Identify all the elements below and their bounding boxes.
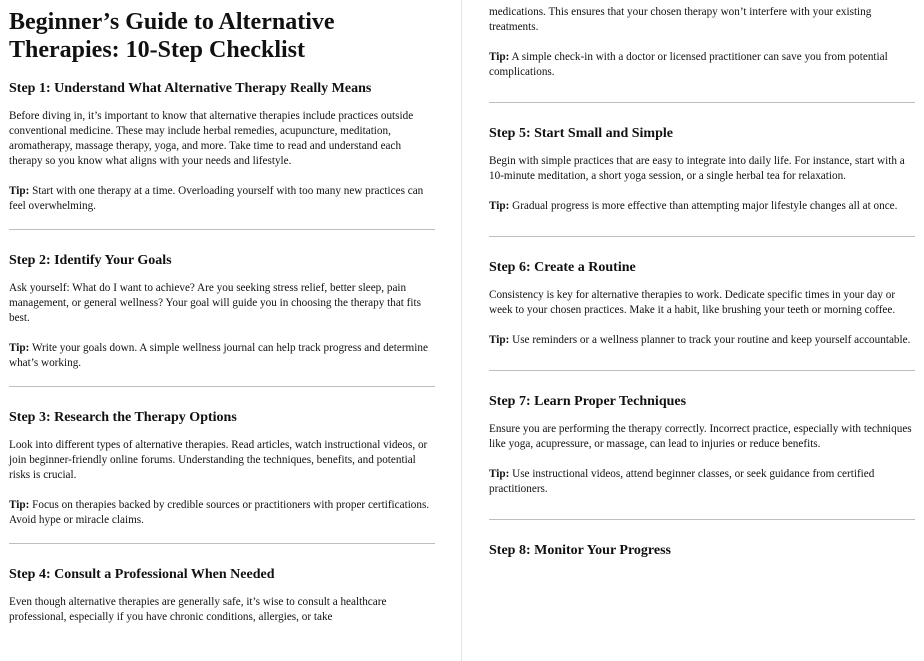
step-6-heading: Step 6: Create a Routine xyxy=(489,260,636,275)
step-4-heading: Step 4: Consult a Professional When Needed xyxy=(9,567,275,582)
step-3-heading: Step 3: Research the Therapy Options xyxy=(9,410,237,425)
step-4-tip-text: A simple check-in with a doctor or licensed practitioner can save you from potential complications. xyxy=(489,51,888,78)
step-7-tip-text: Use instructional videos, attend beginner classes, or seek guidance from certified practitioners. xyxy=(489,468,875,495)
step-6-body: Consistency is key for alternative therapies to work. Dedicate specific times in your day or week to your chosen practices. Make it a habit, like brushing your teeth or morning coffee. xyxy=(489,289,896,316)
page-title: Beginner’s Guide to Alternative Therapies: 10-Step Checklist xyxy=(9,9,335,63)
step-1-heading: Step 1: Understand What Alternative Therapy Really Means xyxy=(9,81,372,96)
section-divider xyxy=(9,543,435,544)
step-3-tip xyxy=(9,498,435,528)
left-column xyxy=(9,0,435,625)
column-divider xyxy=(461,0,462,661)
section-divider xyxy=(9,386,435,387)
right-column xyxy=(489,0,915,560)
step-6-tip-text: Use reminders or a wellness planner to track your routine and keep yourself accountable. xyxy=(512,334,911,346)
step-5-tip xyxy=(489,199,915,214)
step-6-tip xyxy=(489,333,915,348)
step-1-body: Before diving in, it’s important to know that alternative therapies include practices outside conventional medicine. These may include herbal remedies, acupuncture, meditation, aromatherapy, massage therapy, yoga, and more. Take time to read and understand each therapy so you know what aligns with your needs and lifestyle. xyxy=(9,110,414,167)
step-5-heading: Step 5: Start Small and Simple xyxy=(489,126,673,141)
tip-label: Tip: xyxy=(9,185,30,197)
step-2-body: Ask yourself: What do I want to achieve? Are you seeking stress relief, better sleep, pain management, or general wellness? Your goal will guide you in choosing the therapy that fits best. xyxy=(9,282,421,324)
step-1-tip xyxy=(9,184,435,214)
step-4-body-continued: medications. This ensures that your chosen therapy won’t interfere with your existing treatments. xyxy=(489,6,872,33)
step-7-heading: Step 7: Learn Proper Techniques xyxy=(489,394,687,409)
tip-label: Tip: xyxy=(489,51,510,63)
step-3-tip-text: Focus on therapies backed by credible sources or practitioners with proper certifications. Avoid hype or miracle claims. xyxy=(9,499,430,526)
tip-label: Tip: xyxy=(9,342,30,354)
step-2-tip-text: Write your goals down. A simple wellness journal can help track progress and determine what’s working. xyxy=(9,342,428,369)
tip-label: Tip: xyxy=(489,334,510,346)
step-7-body: Ensure you are performing the therapy correctly. Incorrect practice, especially with techniques like yoga, acupressure, or massage, can lead to injuries or reduce benefits. xyxy=(489,423,912,450)
step-8-heading: Step 8: Monitor Your Progress xyxy=(489,543,671,558)
step-7-tip xyxy=(489,467,915,497)
section-divider xyxy=(9,229,435,230)
step-1-tip-text: Start with one therapy at a time. Overloading yourself with too many new practices can feel overwhelming. xyxy=(9,185,424,212)
tip-label: Tip: xyxy=(9,499,30,511)
step-4-body: Even though alternative therapies are generally safe, it’s wise to consult a healthcare professional, especially if you have chronic conditions, allergies, or take xyxy=(9,596,387,623)
section-divider xyxy=(489,370,915,371)
tip-label: Tip: xyxy=(489,200,510,212)
step-5-body: Begin with simple practices that are easy to integrate into daily life. For instance, start with a 10-minute meditation, a short yoga session, or a single herbal tea for relaxation. xyxy=(489,155,905,182)
section-divider xyxy=(489,102,915,103)
step-3-body: Look into different types of alternative therapies. Read articles, watch instructional videos, or join beginner-friendly online forums. Understanding the techniques, benefits, and potential risks is crucial. xyxy=(9,439,428,481)
step-2-tip xyxy=(9,341,435,371)
section-divider xyxy=(489,236,915,237)
step-5-tip-text: Gradual progress is more effective than attempting major lifestyle changes all at once. xyxy=(512,200,898,212)
section-divider xyxy=(489,519,915,520)
step-2-heading: Step 2: Identify Your Goals xyxy=(9,253,172,268)
tip-label: Tip: xyxy=(489,468,510,480)
step-4-tip xyxy=(489,50,915,80)
